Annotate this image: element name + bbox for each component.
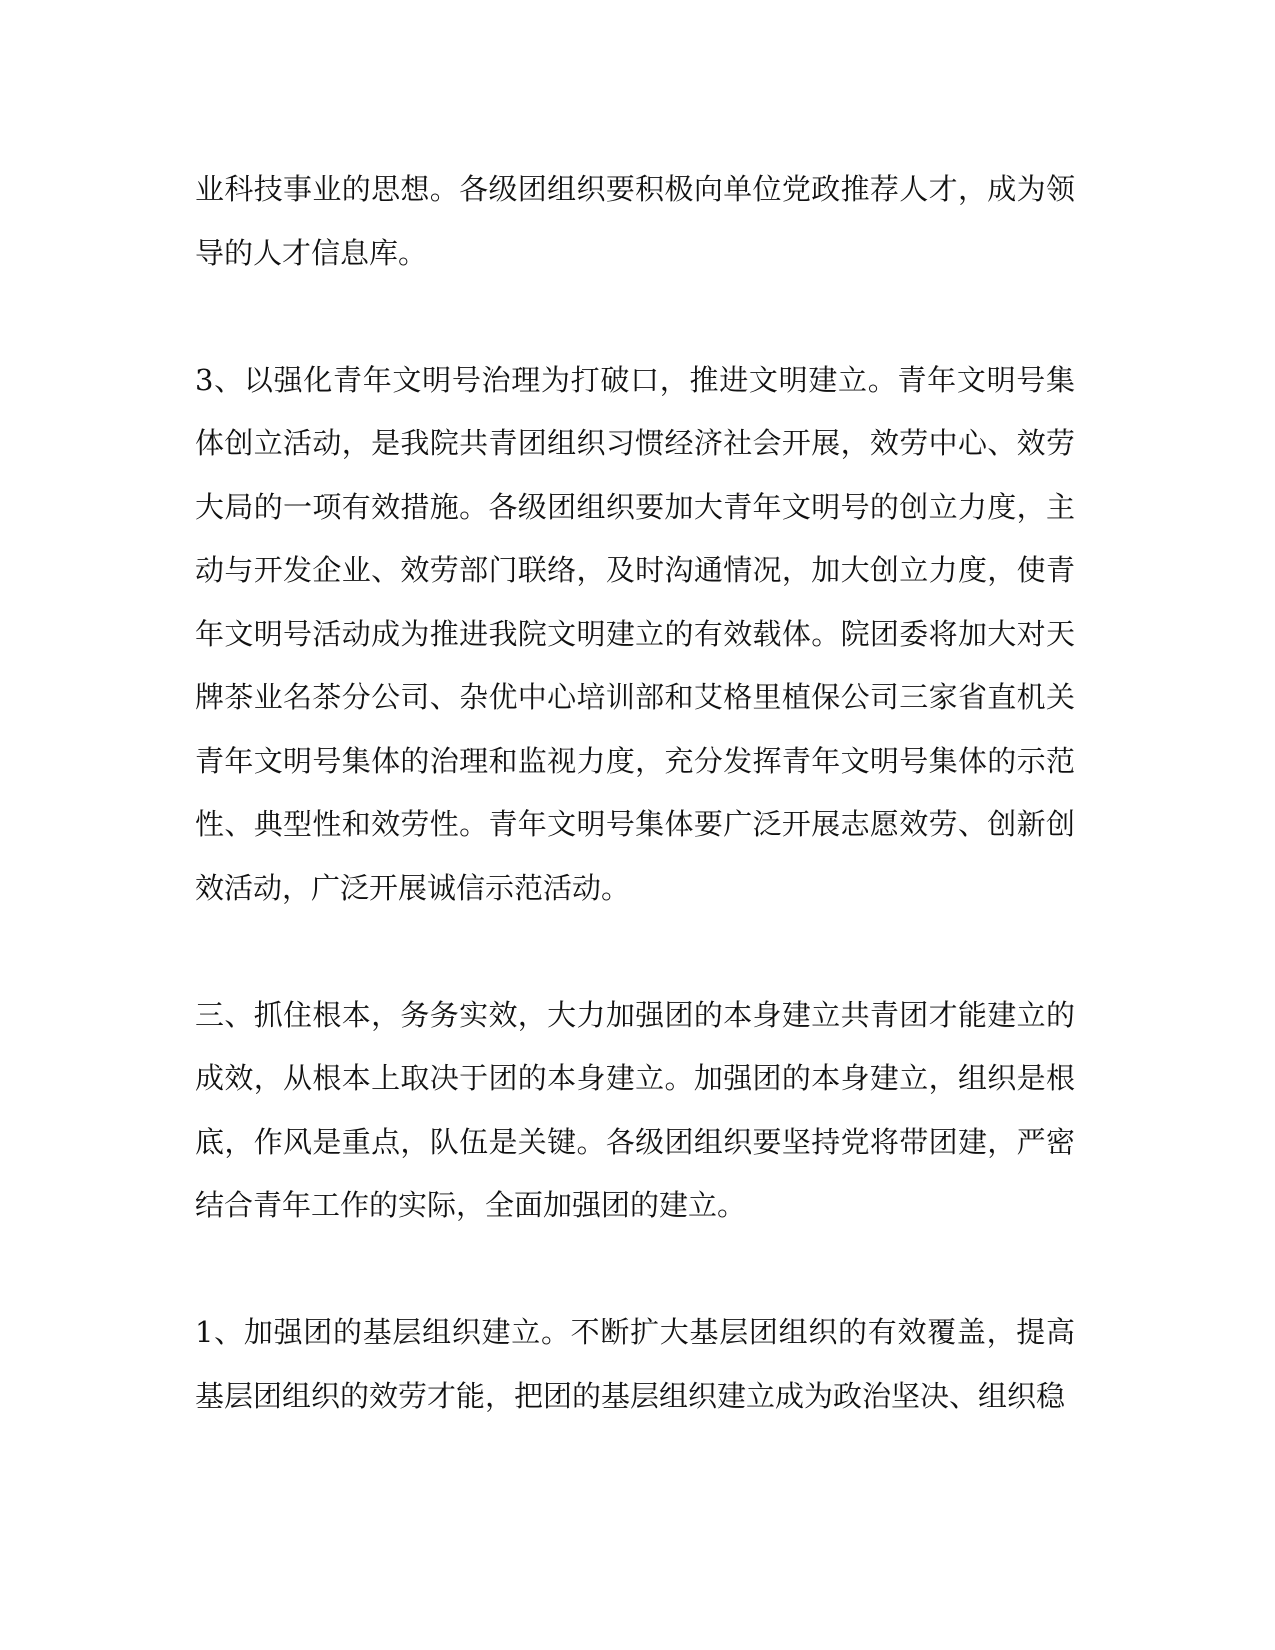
paragraph-1: 业科技事业的思想。各级团组织要积极向单位党政推荐人才，成为领导的人才信息库。 [195,172,1075,270]
paragraph-2: 3、以强化青年文明号治理为打破口，推进文明建立。青年文明号集体创立活动，是我院共青团组织习惯经济社会开展，效劳中心、效劳大局的一项有效措施。各级团组织要加大青年文明号的创立力度，主动与开发企业、效劳部门联络，及时沟通情况，加大创立力度，使青年文明号活动成为推进我院文明建立的有效载体。院团委将加大对天牌茶业名茶分公司、杂优中心培训部和艾格里植保公司三家省直机关青年文明号集体的治理和监视力度，充分发挥青年文明号集体的示范性、典型性和效劳性。青年文明号集体要广泛开展志愿效劳、创新创效活动，广泛开展诚信示范活动。 [195,362,1075,905]
paragraph-4: 1、加强团的基层组织建立。不断扩大基层团组织的有效覆盖，提高基层团组织的效劳才能，把团的基层组织建立成为政治坚决、组织稳 [195,1315,1075,1413]
paragraph-gap [195,1238,1075,1302]
document-body [195,158,1075,1428]
paragraph-gap [195,920,1075,984]
paragraph-3: 三、抓住根本，务务实效，大力加强团的本身建立共青团才能建立的成效，从根本上取决于团的本身建立。加强团的本身建立，组织是根底，作风是重点，队伍是关键。各级团组织要坚持党将带团建，严密结合青年工作的实际，全面加强团的建立。 [195,997,1075,1222]
paragraph-gap [195,285,1075,349]
